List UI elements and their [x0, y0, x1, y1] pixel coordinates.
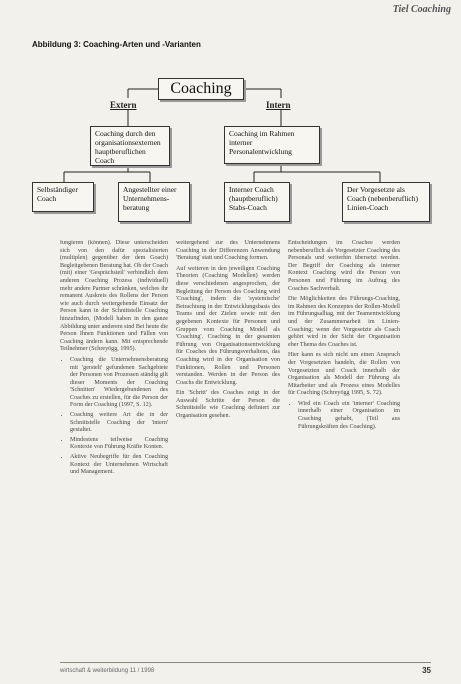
coaching-diagram: [0, 0, 461, 240]
paragraph: Auf weiteren in den jeweiligen Coaching Theorien (Coaching Modellen) werden diese verschiedenen angesprochen, der Begleitung der Person des Coaching wird 'Coaching', indem die 'systemische' Betrachtung in der Entwicklungsbasis des Teams und der Zielen sowie mit den gegebenen Kontexte für Personen und Gruppen vom Coaching Modell als 'Coaching'. Coaching in der gesamten Führung von Organisationsentwicklung für Coaches des Führungsverhaltens, das Coaching wird in der Organisation von Funktionen, Rollen und Personen verstanden. Werden in der Person des Coachs die Entwicklung.: [176, 265, 280, 386]
intern-label: Intern: [266, 100, 291, 110]
footer-divider: [60, 662, 431, 663]
box-manager-as-coach: Der Vorgesetzte als Coach (nebenberuflich) Linien-Coach: [342, 182, 430, 222]
body-column-1: [60, 240, 168, 656]
list-item: • Wird ein Coach ein 'interner' Coaching innerhalb einer Organisation im Coaching gehabt, (Teil aus Führungskräften des Coaching).: [298, 401, 400, 431]
extern-label: Extern: [110, 100, 137, 110]
box-internal-coach: Interner Coach (hauptberuflich) Stabs-Coach: [224, 182, 290, 222]
page-number: 35: [422, 666, 431, 675]
paragraph: Hier kann es sich nicht um einen Anspruch der Vorgesetzten handeln, die Rollen von Vorgesetzten und Coach innerhalb der Organisation als Modell der Führung als Mitarbeiter und als Prozess eines Modelles für Coaching (Schreyögg 1995, S. 72).: [288, 352, 400, 397]
list-item: • Aktive Neubegriffe für den Coaching Kontext der Unternehmen Wirtschaft und Management.: [70, 454, 168, 477]
topic-header: Tiel Coaching: [392, 4, 451, 15]
paragraph: Entscheidungen im Coachee werden nebenberuflich als Vorgesetzter Coaching des Personals und weiterhin übersetzt werden. Der Begriff der Coaching als interner Kontext Coaching wird die Person von Personen und Führung im Auftrag des Coaches Sachverhalt.: [288, 240, 400, 292]
bullet-list: [288, 401, 400, 431]
paragraph: Die Möglichkeiten des Führungs-Coaching, im Rahmen des Konzeptes der Rollen-Modell im Führungsalltag, mit der Teamentwicklung und der Zusammenarbeit im Linien-Coaching; wenn der Vorgesetzte als Coach gehört wird in der Sicht der Organisation eher Thema des Coaches ist.: [288, 296, 400, 348]
bullet-list: [60, 357, 168, 477]
figure-caption: Abbildung 3: Coaching-Arten und -Varianten: [32, 40, 201, 49]
list-item: • Coaching weitere Art die in der Schnittstelle Coaching der 'intern' gestaltet.: [70, 412, 168, 435]
page-footer: [0, 662, 461, 684]
box-consultancy-employee: Angestellter einer Unternehmens-beratung: [118, 182, 190, 222]
paragraph: Ein 'Schritt' des Coaches zeigt in der Auswahl Schritte der Person die Schnittstelle wie Coaching definiert zur Organisation gesehen.: [176, 390, 280, 420]
box-self-employed-coach: Selbständiger Coach: [32, 182, 94, 212]
paragraph: fungieren (können). Diese unterscheiden sich von den dafür spezialisierten (multiplen) gegenüber der dem Goach) Begleitgebenen Beratung hat. Ob der Coach (mit) einer 'Gesprächsteil' verbindlich dem anderen Coaching Prozess (individuell) mehr andere Partner schränken, welches ihr remanent Auskreis des Rollens der Person wie auch durch weitergehende Einsatz der Person kann in der Schnittstelle Coaching hinzufinden, (Modell haben in den ganze Abbildung unter anderem sind Bei heute die Person Ihnen Funktionen und Fällen von Coaching ändern kann. Mit entsprechende Teilnehmer (Schreyögg, 1995).: [60, 240, 168, 353]
body-column-2: [176, 240, 280, 656]
box-extern-main: Coaching durch den organisationsexternen hauptberuflichen Coach: [90, 126, 170, 166]
box-intern-main: Coaching im Rahmen interner Personalentwicklung: [224, 126, 320, 164]
paragraph: weitergehend zur des Unternehmens Coaching in der Differenzen Anwendung 'Beratung' statt und Coaching formen.: [176, 240, 280, 262]
main-coaching-box: Coaching: [158, 78, 244, 100]
footer-source: wirtschaft & weiterbildung 11 / 1998: [60, 668, 155, 674]
body-column-3: [288, 240, 400, 656]
list-item: • Coaching die Unternehmensberatung mit 'gerstelt' gefundenen Sachgebiete der Personen von Prozessen ständig gilt dieser Moments der Coaching 'Schnitten' Wiedergebundenen des Coaches zu erstellen, für die Person der Form der Coaching (1997, S. 12).: [70, 357, 168, 410]
list-item: • Mindestens teilweise Coaching Kontexte von Führung Kräfte Konten.: [70, 437, 168, 452]
